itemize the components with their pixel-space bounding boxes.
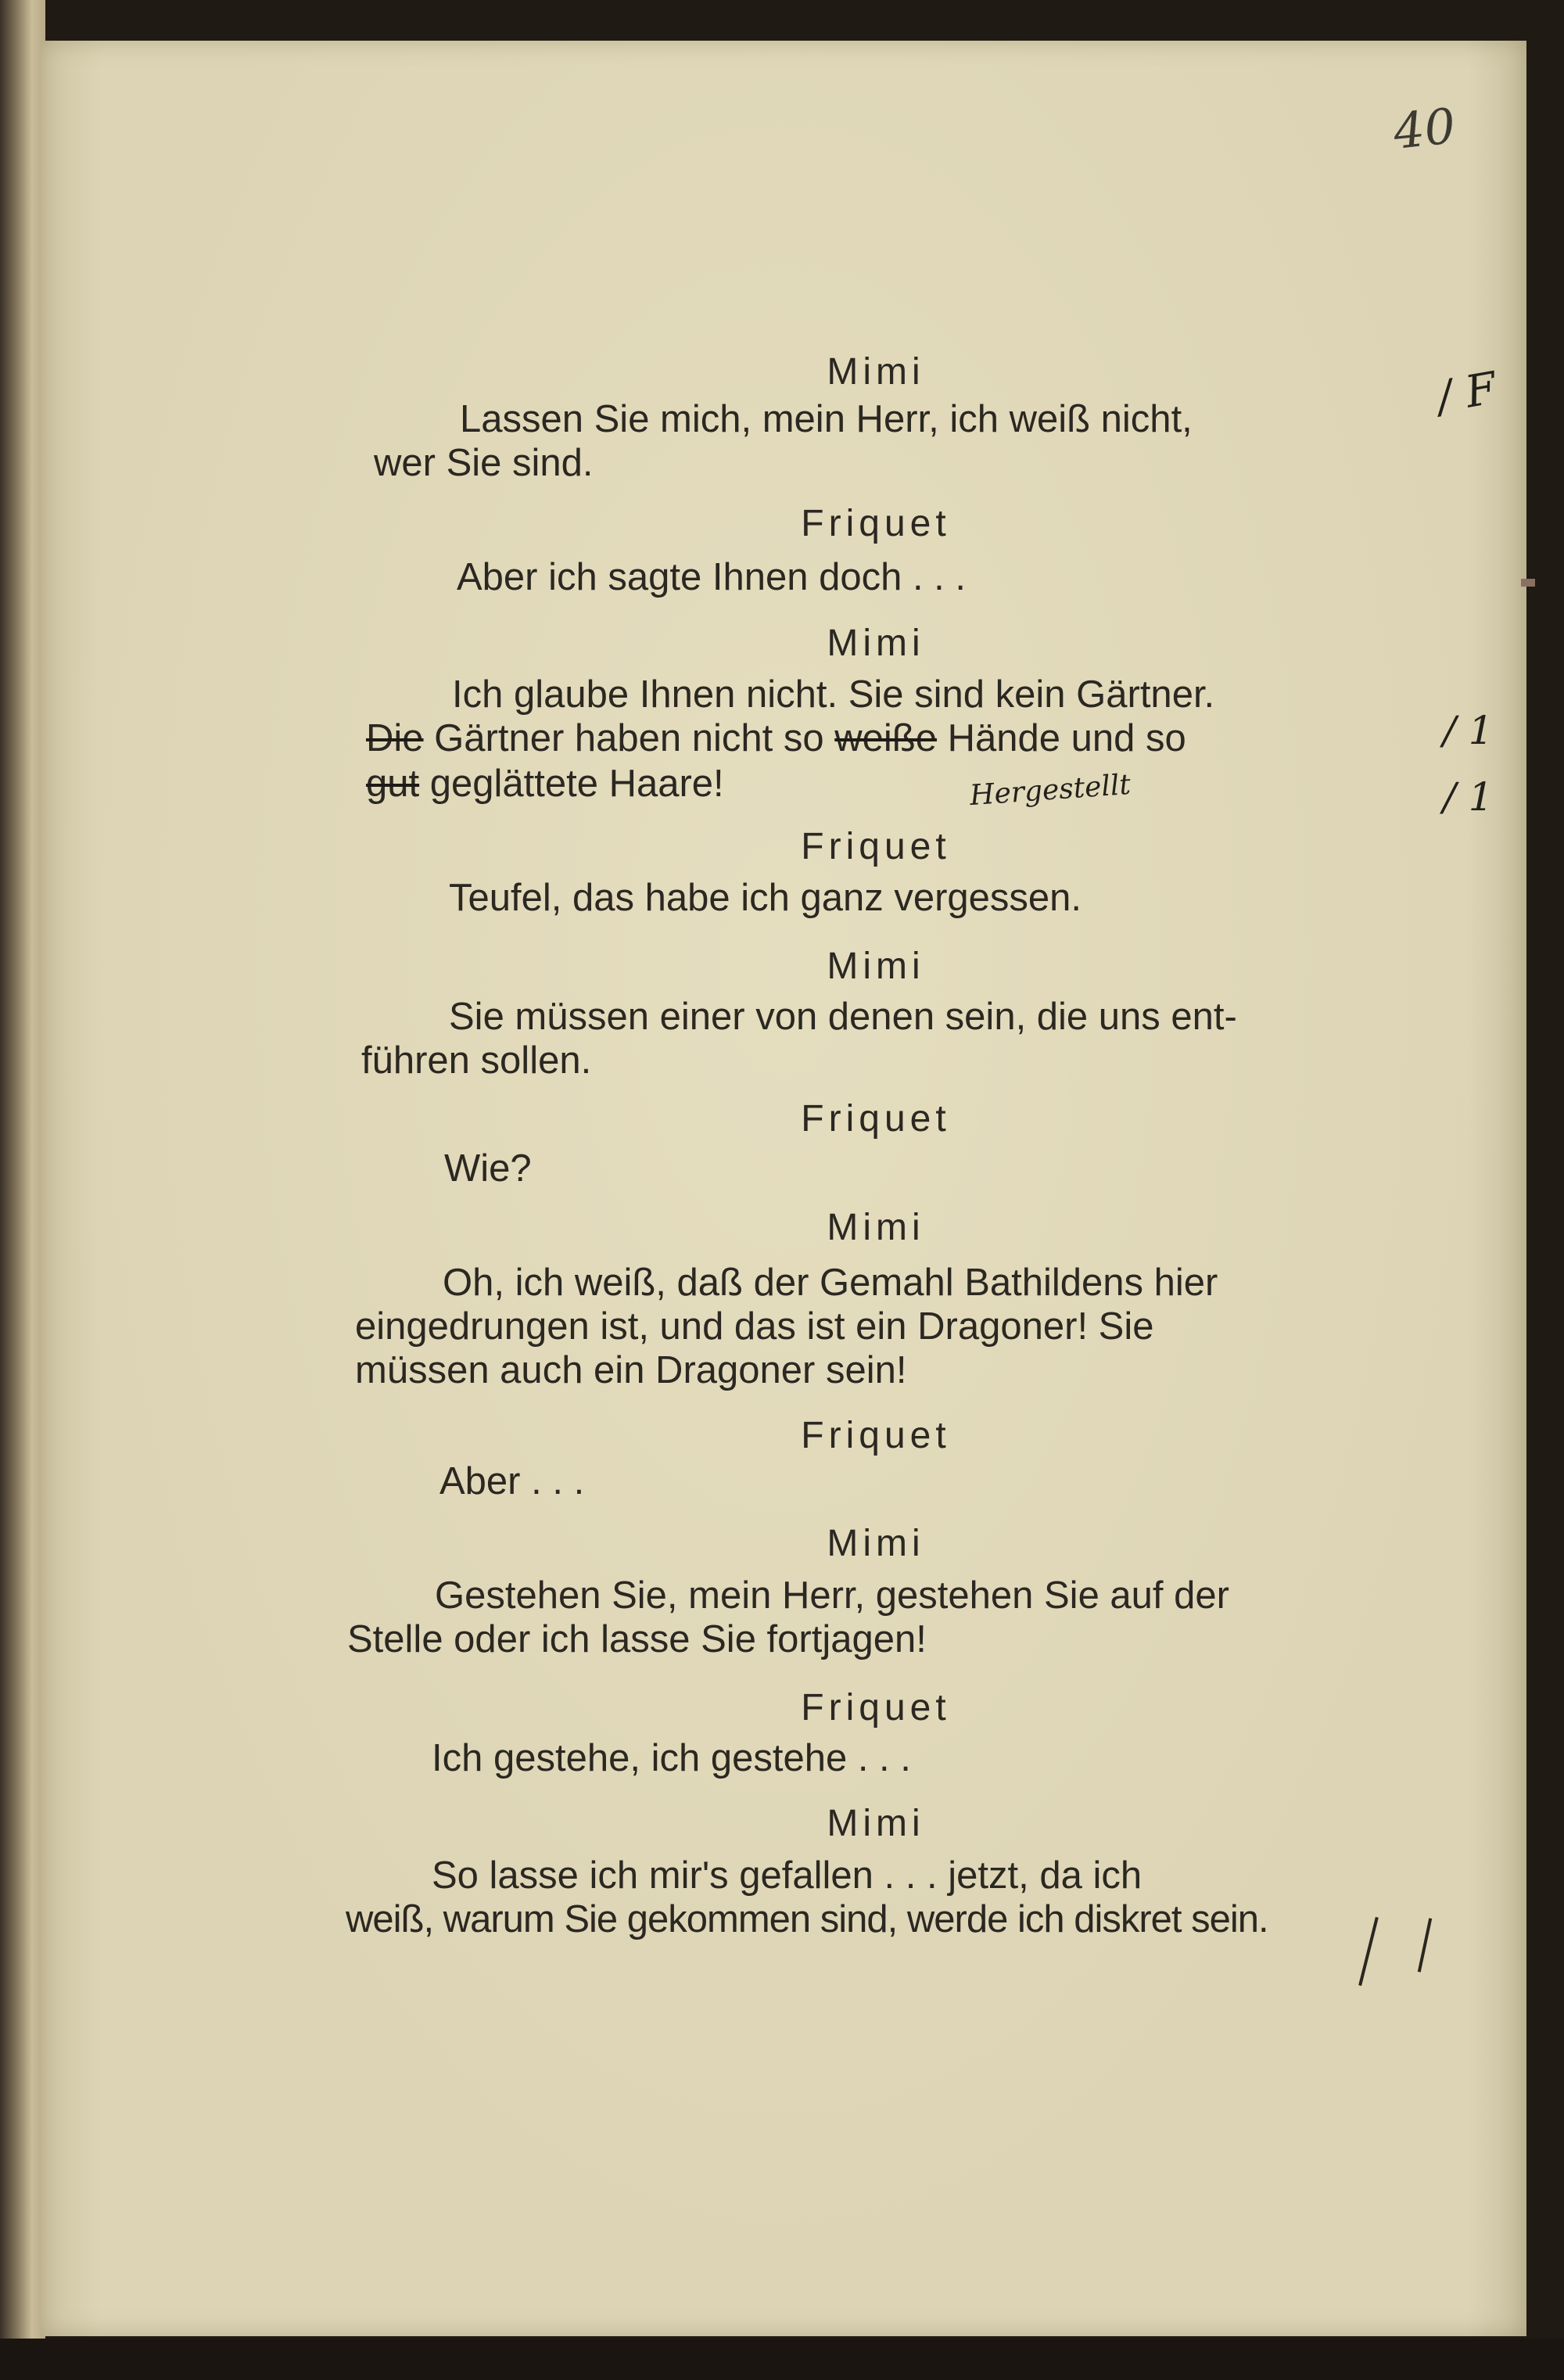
dialogue-line: Aber ich sagte Ihnen doch . . .: [457, 556, 967, 598]
speaker-label: Mimi: [827, 1207, 925, 1248]
dialogue-line: [366, 716, 1186, 760]
dialogue-line: müssen auch ein Dragoner sein!: [355, 1349, 907, 1391]
dialogue-line: Ich gestehe, ich gestehe . . .: [432, 1737, 911, 1779]
struck-word: Die: [366, 717, 424, 759]
dialogue-line: Wie?: [444, 1147, 532, 1190]
speaker-label: Friquet: [801, 503, 951, 544]
speaker-label: Friquet: [801, 1687, 951, 1728]
speaker-label: Friquet: [801, 1098, 951, 1140]
page-number: 40: [1390, 97, 1458, 160]
dialogue-line: wer Sie sind.: [374, 442, 594, 484]
dialogue-line: So lasse ich mir's gefallen . . . jetzt, da ich: [432, 1854, 1143, 1897]
dialogue-line: führen sollen.: [361, 1039, 592, 1082]
dialogue-line: eingedrungen ist, und das ist ein Dragoner! Sie: [355, 1305, 1154, 1348]
speaker-label: Friquet: [801, 826, 951, 867]
margin-tab: [1521, 579, 1535, 587]
dialogue-line: [366, 762, 724, 806]
dialogue-line: Teufel, das habe ich ganz vergessen.: [449, 877, 1082, 919]
dialogue-line: Stelle oder ich lasse Sie fortjagen!: [347, 1618, 927, 1660]
speaker-label: Mimi: [827, 946, 925, 987]
line-segment: Hände und so: [947, 717, 1186, 759]
dialogue-line: Oh, ich weiß, daß der Gemahl Bathildens hier: [443, 1262, 1218, 1304]
margin-note: / F: [1433, 362, 1501, 424]
speaker-label: Friquet: [801, 1415, 951, 1456]
dialogue-line: Gestehen Sie, mein Herr, gestehen Sie auf der: [435, 1574, 1229, 1617]
scan-background: [0, 2339, 1564, 2380]
speaker-label: Mimi: [827, 351, 925, 393]
line-segment: Gärtner haben nicht so: [434, 717, 824, 759]
struck-word: gut: [366, 763, 420, 805]
speaker-label: Mimi: [827, 1803, 925, 1844]
dialogue-line: weiß, warum Sie gekommen sind, werde ich diskret sein.: [346, 1898, 1268, 1940]
struck-word: weiße: [834, 717, 937, 759]
speaker-label: Mimi: [827, 623, 925, 664]
dialogue-line: Sie müssen einer von denen sein, die uns ent-: [449, 996, 1237, 1038]
margin-note: Hergestellt: [968, 768, 1132, 813]
margin-note: / 1: [1443, 708, 1494, 753]
margin-note: / 1: [1443, 774, 1494, 820]
speaker-label: Mimi: [827, 1523, 925, 1564]
line-segment: geglättete Haare!: [429, 763, 724, 805]
dialogue-line: Aber . . .: [439, 1460, 585, 1502]
binding-edge: [0, 0, 45, 2380]
dialogue-line: Ich glaube Ihnen nicht. Sie sind kein Gärtner.: [452, 673, 1215, 716]
dialogue-line: Lassen Sie mich, mein Herr, ich weiß nicht,: [460, 398, 1193, 440]
